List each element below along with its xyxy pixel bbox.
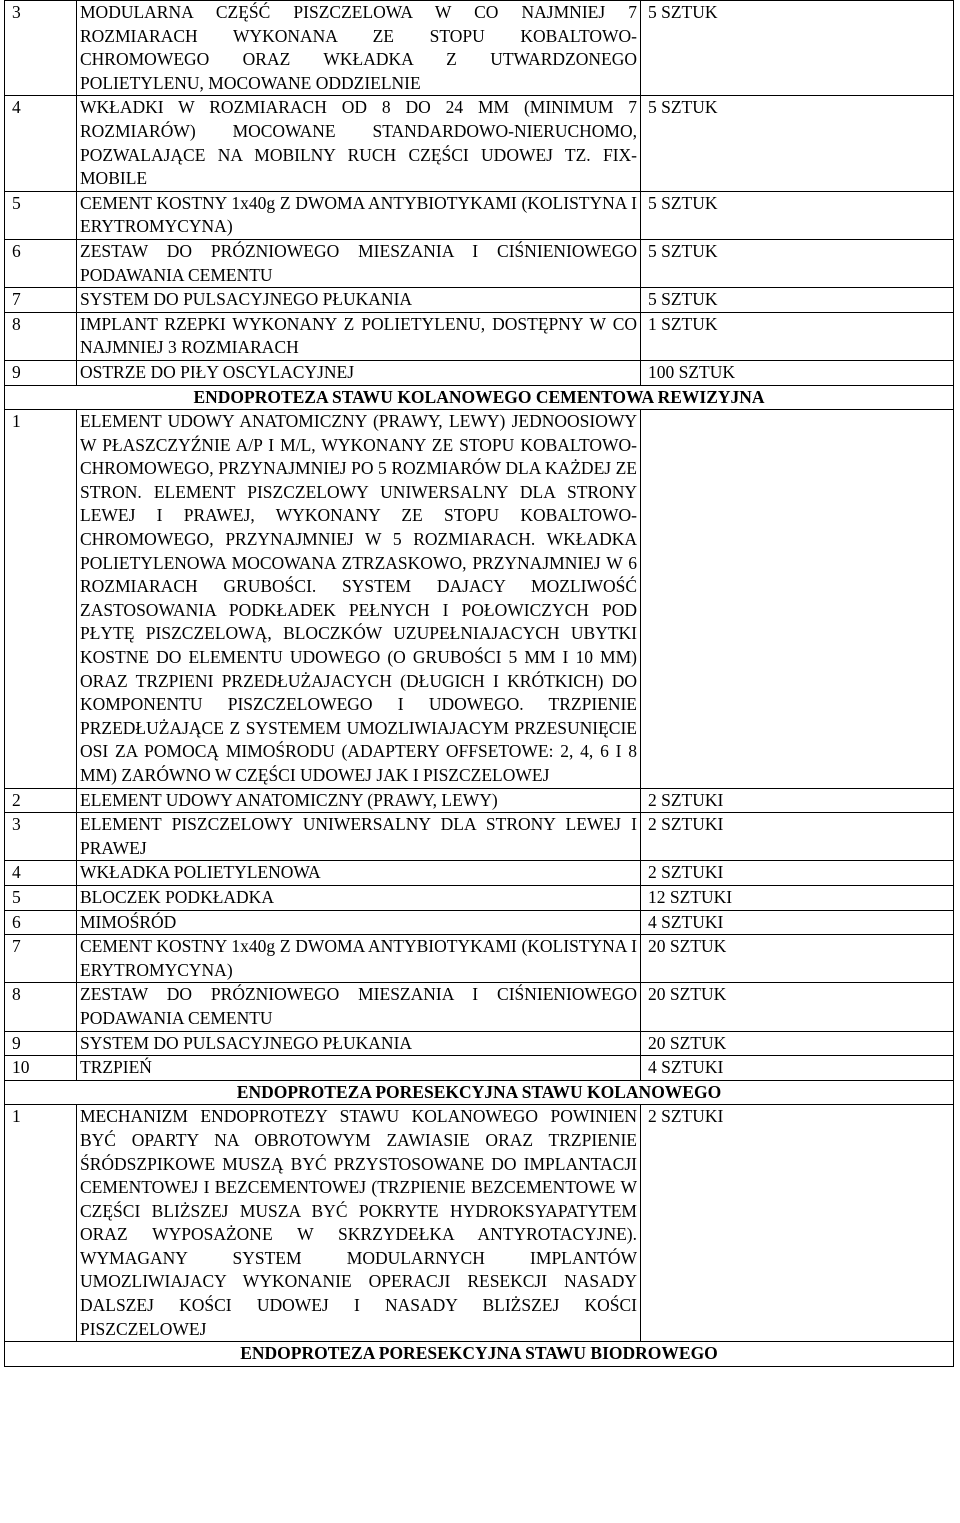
table-row: [5, 935, 954, 983]
table-row: [5, 96, 954, 191]
item-description: TRZPIEŃ: [77, 1056, 641, 1081]
item-quantity: 1 SZTUK: [641, 312, 954, 360]
item-quantity: 2 SZTUKI: [641, 813, 954, 861]
item-quantity: 5 SZTUK: [641, 96, 954, 191]
item-number: 3: [5, 813, 77, 861]
item-quantity: 20 SZTUK: [641, 983, 954, 1031]
item-description: MODULARNA CZĘŚĆ PISZCZELOWA W CO NAJMNIEJ 7 ROZMIARACH WYKONANA ZE STOPU KOBALTOWO-CHROMOWEGO ORAZ WKŁADKA Z UTWARDZONEGO POLIETYLENU, MOCOWANE ODDZIELNIE: [77, 1, 641, 96]
item-description: OSTRZE DO PIŁY OSCYLACYJNEJ: [77, 360, 641, 385]
table-row: [5, 910, 954, 935]
item-number: 4: [5, 861, 77, 886]
item-description: ELEMENT UDOWY ANATOMICZNY (PRAWY, LEWY): [77, 788, 641, 813]
item-quantity: 4 SZTUKI: [641, 910, 954, 935]
item-quantity: 12 SZTUKI: [641, 885, 954, 910]
item-quantity: 5 SZTUK: [641, 239, 954, 287]
item-number: 8: [5, 983, 77, 1031]
item-number: 9: [5, 360, 77, 385]
section-header-row: [5, 1342, 954, 1367]
item-description: WKŁADKI W ROZMIARACH OD 8 DO 24 MM (MINIMUM 7 ROZMIARÓW) MOCOWANE STANDARDOWO-NIERUCHOMO, POZWALAJĄCE NA MOBILNY RUCH CZĘŚCI UDOWEJ TZ. FIX-MOBILE: [77, 96, 641, 191]
item-description: WKŁADKA POLIETYLENOWA: [77, 861, 641, 886]
table-row: [5, 788, 954, 813]
table-row: [5, 813, 954, 861]
item-number: 7: [5, 288, 77, 313]
table-row: [5, 191, 954, 239]
item-number: 1: [5, 410, 77, 789]
item-quantity: 2 SZTUKI: [641, 1105, 954, 1342]
item-quantity: 5 SZTUK: [641, 191, 954, 239]
item-quantity: 20 SZTUK: [641, 935, 954, 983]
section-header: ENDOPROTEZA STAWU KOLANOWEGO CEMENTOWA REWIZYJNA: [5, 385, 954, 410]
item-quantity: 2 SZTUKI: [641, 861, 954, 886]
table-row: [5, 410, 954, 789]
item-quantity: 100 SZTUK: [641, 360, 954, 385]
item-quantity: 5 SZTUK: [641, 288, 954, 313]
section-header-row: [5, 1080, 954, 1105]
item-quantity: [641, 410, 954, 789]
item-description: IMPLANT RZEPKI WYKONANY Z POLIETYLENU, DOSTĘPNY W CO NAJMNIEJ 3 ROZMIARACH: [77, 312, 641, 360]
item-description: ZESTAW DO PRÓZNIOWEGO MIESZANIA I CIŚNIENIOWEGO PODAWANIA CEMENTU: [77, 983, 641, 1031]
item-number: 6: [5, 239, 77, 287]
item-description: SYSTEM DO PULSACYJNEGO PŁUKANIA: [77, 1031, 641, 1056]
table-row: [5, 360, 954, 385]
section-header-row: [5, 385, 954, 410]
item-number: 7: [5, 935, 77, 983]
item-number: 6: [5, 910, 77, 935]
item-number: 5: [5, 885, 77, 910]
item-quantity: 2 SZTUKI: [641, 788, 954, 813]
item-quantity: 20 SZTUK: [641, 1031, 954, 1056]
item-quantity: 5 SZTUK: [641, 1, 954, 96]
item-description: CEMENT KOSTNY 1x40g Z DWOMA ANTYBIOTYKAMI (KOLISTYNA I ERYTROMYCYNA): [77, 191, 641, 239]
specification-table: [4, 0, 954, 1367]
item-number: 10: [5, 1056, 77, 1081]
table-row: [5, 1, 954, 96]
item-description: BLOCZEK PODKŁADKA: [77, 885, 641, 910]
item-number: 3: [5, 1, 77, 96]
item-quantity: 4 SZTUKI: [641, 1056, 954, 1081]
item-description: ZESTAW DO PRÓZNIOWEGO MIESZANIA I CIŚNIENIOWEGO PODAWANIA CEMENTU: [77, 239, 641, 287]
table-row: [5, 983, 954, 1031]
item-number: 1: [5, 1105, 77, 1342]
section-header: ENDOPROTEZA PORESEKCYJNA STAWU KOLANOWEGO: [5, 1080, 954, 1105]
item-description: MIMOŚRÓD: [77, 910, 641, 935]
table-row: [5, 312, 954, 360]
item-number: 4: [5, 96, 77, 191]
item-description: CEMENT KOSTNY 1x40g Z DWOMA ANTYBIOTYKAMI (KOLISTYNA I ERYTROMYCYNA): [77, 935, 641, 983]
section-header: ENDOPROTEZA PORESEKCYJNA STAWU BIODROWEGO: [5, 1342, 954, 1367]
table-row: [5, 288, 954, 313]
item-description: MECHANIZM ENDOPROTEZY STAWU KOLANOWEGO POWINIEN BYĆ OPARTY NA OBROTOWYM ZAWIASIE ORAZ TRZPIENIE ŚRÓDSZPIKOWE MUSZĄ BYĆ PRZYSTOSOWANE DO IMPLANTACJI CEMENTOWEJ I BEZCEMENTOWEJ (TRZPIENIE BEZCEMENTOWE W CZĘŚCI BLIŻSZEJ MUSZA BYĆ POKRYTE HYDROKSYAPATYTEM ORAZ WYPOSAŻONE W SKRZYDEŁKA ANTYROTACYJNE). WYMAGANY SYSTEM MODULARNYCH IMPLANTÓW UMOZLIWIAJACY WYKONANIE OPERACJI RESEKCJI NASADY DALSZEJ KOŚCI UDOWEJ I NASADY BLIŻSZEJ KOŚCI PISZCZELOWEJ: [77, 1105, 641, 1342]
item-number: 8: [5, 312, 77, 360]
table-row: [5, 1031, 954, 1056]
item-number: 5: [5, 191, 77, 239]
table-row: [5, 1056, 954, 1081]
table-row: [5, 239, 954, 287]
item-number: 9: [5, 1031, 77, 1056]
table-row: [5, 885, 954, 910]
table-row: [5, 1105, 954, 1342]
item-number: 2: [5, 788, 77, 813]
item-description: ELEMENT PISZCZELOWY UNIWERSALNY DLA STRONY LEWEJ I PRAWEJ: [77, 813, 641, 861]
item-description: SYSTEM DO PULSACYJNEGO PŁUKANIA: [77, 288, 641, 313]
table-row: [5, 861, 954, 886]
item-description: ELEMENT UDOWY ANATOMICZNY (PRAWY, LEWY) JEDNOOSIOWY W PŁASZCZYŹNIE A/P I M/L, WYKONANY ZE STOPU KOBALTOWO-CHROMOWEGO, PRZYNAJMNIEJ PO 5 ROZMIARÓW DLA KAŻDEJ ZE STRON. ELEMENT PISZCZELOWY UNIWERSALNY DLA STRONY LEWEJ I PRAWEJ, WYKONANY ZE STOPU KOBALTOWO-CHROMOWEGO, PRZYNAJMNIEJ W 5 ROZMIARACH. WKŁADKA POLIETYLENOWA MOCOWANA ZTRZASKOWO, PRZYNAJMNIEJ W 6 ROZMIARACH GRUBOŚCI. SYSTEM DAJACY MOZLIWOŚĆ ZASTOSOWANIA PODKŁADEK PEŁNYCH I POŁOWICZYCH POD PŁYTĘ PISZCZELOWĄ, BLOCZKÓW UZUPEŁNIAJACYCH UBYTKI KOSTNE DO ELEMENTU UDOWEGO (O GRUBOŚCI 5 MM I 10 MM) ORAZ TRZPIENI PRZEDŁUŻAJACYCH (DŁUGICH I KRÓTKICH) DO KOMPONENTU PISZCZELOWEGO I UDOWEGO. TRZPIENIE PRZEDŁUŻAJĄCE Z SYSTEMEM UMOZLIWIAJACYM PRZESUNIĘCIE OSI ZA POMOCĄ MIMOŚRODU (ADAPTERY OFFSETOWE: 2, 4, 6 I 8 MM) ZARÓWNO W CZĘŚCI UDOWEJ JAK I PISZCZELOWEJ: [77, 410, 641, 789]
